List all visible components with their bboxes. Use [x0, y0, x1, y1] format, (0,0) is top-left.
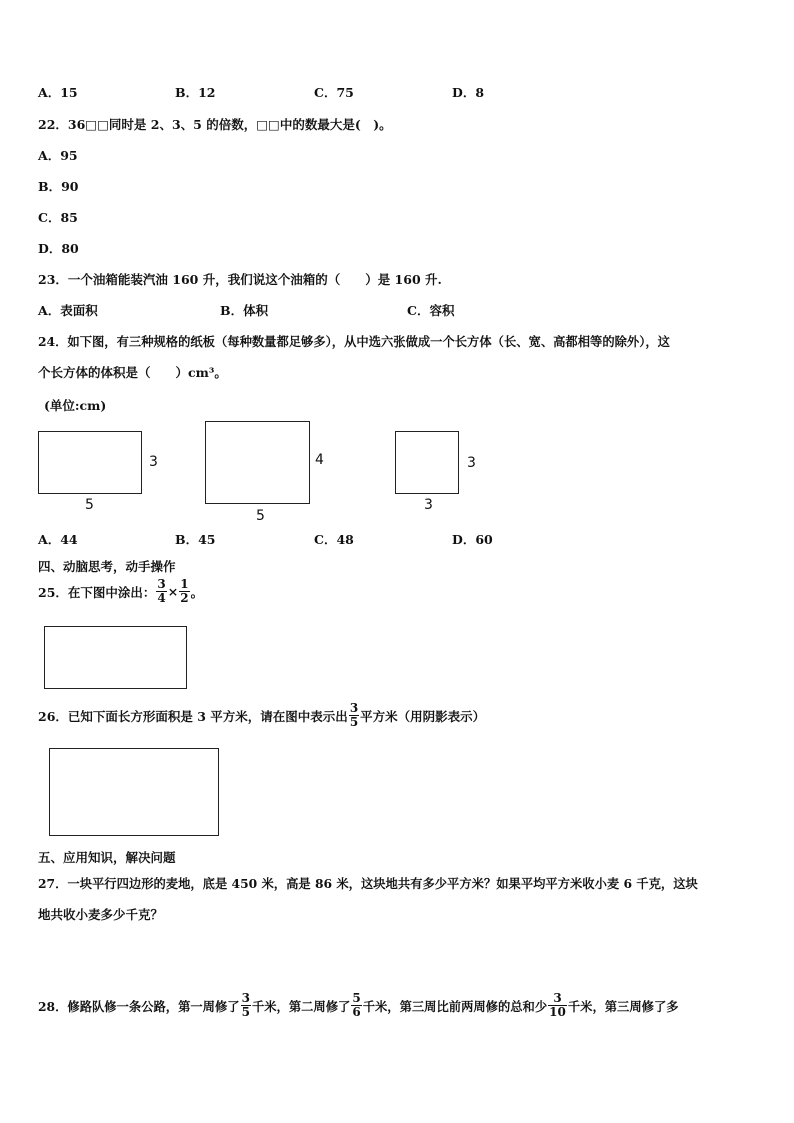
q25-rectangle[interactable]: [44, 626, 187, 689]
q26-rectangle[interactable]: [49, 748, 219, 836]
q28-part1: 28．修路队修一条公路，第一周修了: [38, 998, 240, 1014]
q25-fraction-1: $\frac{3}{4}$: [157, 577, 166, 605]
q28-part3: 千米，第三周比前两周修的总和少: [362, 998, 548, 1014]
q26-stem-prefix: 26．已知下面长方形面积是 3 平方米，请在图中表示出: [38, 708, 348, 724]
board-5x3: [38, 431, 142, 494]
q28-part2: 千米，第二周修了: [251, 998, 351, 1014]
q21-option-a: A．15: [38, 85, 78, 100]
q25-times-sign: ×: [167, 584, 179, 599]
q23-stem: 23．一个油箱能装汽油 160 升，我们说这个油箱的（ ）是 160 升.: [38, 272, 442, 287]
q24-stem-line2: 个长方体的体积是（ ）cm³。: [38, 365, 227, 380]
q25-stem-prefix: 25．在下图中涂出：: [38, 584, 156, 600]
q21-option-d: D．8: [452, 85, 485, 100]
q24-option-c: C．48: [314, 532, 354, 547]
q23-option-c: C．容积: [407, 303, 455, 318]
q28-part4: 千米，第三周修了多: [567, 998, 679, 1014]
q26-stem-suffix: 平方米（用阴影表示）: [360, 708, 486, 724]
q28-fraction-2: $\frac{5}{6}$: [352, 991, 361, 1019]
q24-option-b: B．45: [175, 532, 216, 547]
q24-stem-line1: 24．如下图，有三种规格的纸板（每种数量都足够多），从中选六张做成一个长方体（长、宽、高都相等的除外），这: [38, 334, 670, 349]
q22-option-d: D．80: [38, 241, 79, 256]
q23-option-b: B．体积: [220, 303, 269, 318]
q22-option-c: C．85: [38, 210, 78, 225]
board-5x4-height-label: 4: [315, 452, 324, 468]
section4-title: 四、动脑思考，动手操作: [38, 559, 176, 574]
q25-stem: [38, 578, 203, 605]
board-5x3-height-label: 3: [149, 454, 158, 470]
q24-option-d: D．60: [452, 532, 493, 547]
q23-option-a: A．表面积: [38, 303, 98, 318]
q27-line2: 地共收小麦多少千克？: [38, 907, 164, 922]
q25-fraction-2: $\frac{1}{2}$: [180, 577, 189, 605]
q25-stem-suffix: 。: [190, 584, 204, 600]
q24-option-a: A．44: [38, 532, 78, 547]
q22-stem: 22．36□□同时是 2、3、5 的倍数，□□中的数最大是( )。: [38, 117, 392, 132]
board-5x4-width-label: 5: [256, 508, 265, 524]
q27-line1: 27．一块平行四边形的麦地，底是 450 米，高是 86 米，这块地共有多少平方米？如果平均平方米收小麦 6 千克，这块: [38, 876, 698, 891]
q21-option-b: B．12: [175, 85, 216, 100]
q28-stem: [38, 992, 679, 1019]
board-5x4: [205, 421, 310, 504]
board-3x3-height-label: 3: [467, 455, 476, 471]
q21-option-c: C．75: [314, 85, 354, 100]
board-3x3-width-label: 3: [424, 497, 433, 513]
board-3x3: [395, 431, 459, 494]
q26-fraction: $\frac{3}{5}$: [349, 701, 359, 729]
q26-stem: [38, 702, 485, 729]
section5-title: 五、应用知识，解决问题: [38, 850, 176, 865]
board-5x3-width-label: 5: [85, 497, 94, 513]
q28-fraction-3: $\frac{3}{10}$: [549, 991, 566, 1019]
q24-unit-note: (单位:cm): [44, 398, 107, 413]
q22-option-a: A．95: [38, 148, 78, 163]
q22-option-b: B．90: [38, 179, 79, 194]
q28-fraction-1: $\frac{3}{5}$: [241, 991, 250, 1019]
